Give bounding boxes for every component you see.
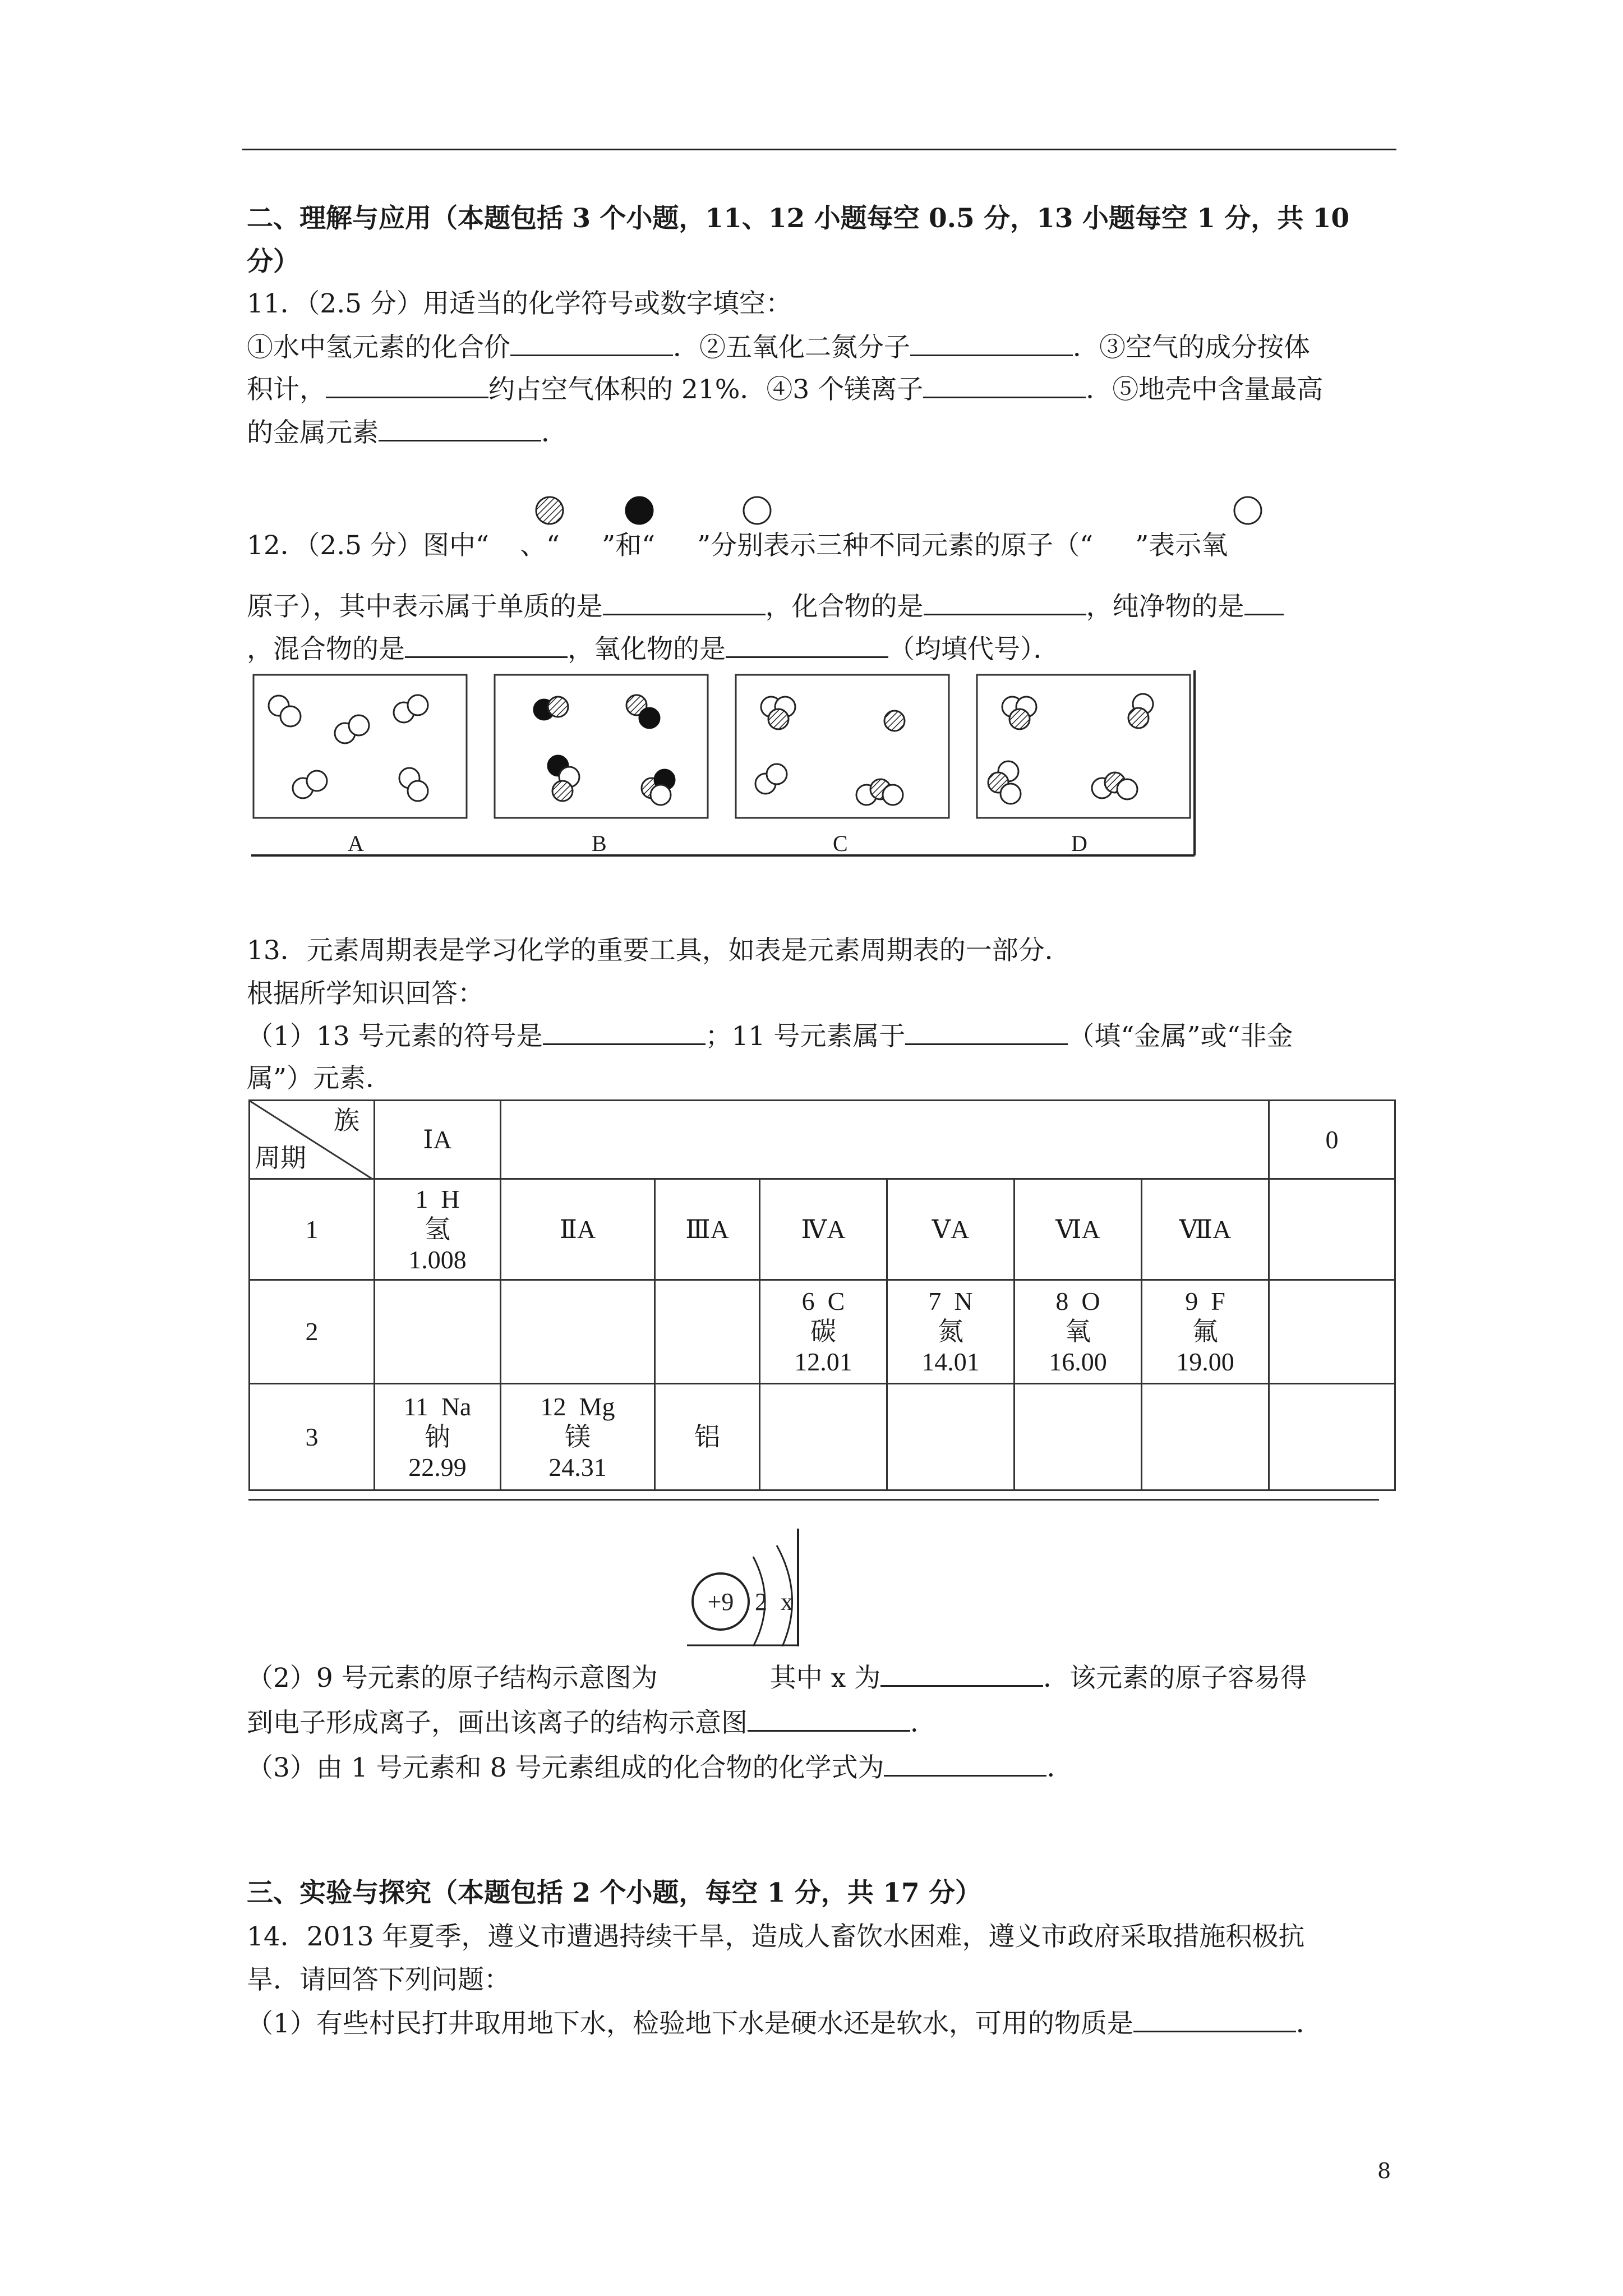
- q13-line7: （3）由 1 号元素和 8 号元素组成的化合物的化学式为 ．: [247, 1752, 1073, 1783]
- box-label-d: D: [1071, 831, 1087, 856]
- group-7a: ⅦA: [1142, 1179, 1269, 1280]
- group-1a: ⅠA: [375, 1101, 501, 1179]
- element-mg: 12 Mg 镁 24.31: [501, 1384, 655, 1490]
- q12-line1: 12．（2.5 分）图中“ 、“ ”和“ ”分别表示三种不同元素的原子（“ ”表示氧: [247, 530, 1228, 561]
- element-h: 1 H 氢 1.008: [375, 1179, 501, 1280]
- section3-heading: 三、实验与探究（本题包括 2 个小题，每空 1 分，共 17 分）: [247, 1878, 981, 1908]
- periodic-table: [248, 1099, 1396, 1491]
- group-5a: ⅤA: [887, 1179, 1015, 1280]
- q11-line3: 积计， 约占空气体积的 21%．④3 个镁离子 ．⑤地壳中含量最高: [247, 374, 1324, 405]
- atom-structure-diagram: [687, 1529, 810, 1646]
- group-2a: ⅡA: [501, 1179, 655, 1280]
- element-c: 6 C 碳 12.01: [760, 1280, 887, 1384]
- q13-line4: 属”）元素．: [247, 1063, 393, 1094]
- q13-line6: 到电子形成离子，画出该离子的结构示意图 ．: [247, 1708, 937, 1738]
- empty-cell: [655, 1280, 760, 1384]
- element-o: 8 O 氧 16.00: [1015, 1280, 1142, 1384]
- answer-blank[interactable]: [748, 1708, 910, 1732]
- q13-line5: （2）9 号元素的原子结构示意图为 其中 x 为 ．该元素的原子容易得: [247, 1663, 1307, 1694]
- box-label-c: C: [833, 831, 848, 856]
- q14-line3: （1）有些村民打井取用地下水，检验地下水是硬水还是软水，可用的物质是 ．: [247, 2008, 1322, 2039]
- empty-cell: [760, 1384, 887, 1490]
- period-header-label: 周期: [255, 1144, 306, 1172]
- corner-cell: [250, 1101, 375, 1179]
- answer-blank[interactable]: [603, 591, 766, 615]
- group-3a: ⅢA: [655, 1179, 760, 1280]
- element-al: 铝: [655, 1384, 760, 1490]
- q11-line4: 的金属元素 ．: [247, 417, 568, 448]
- empty-cell: [1142, 1384, 1269, 1490]
- q12-line3: ，混合物的是 ，氧化物的是 （均填代号）．: [247, 634, 1060, 665]
- empty-cell: [887, 1384, 1015, 1490]
- q14-line1: 14．2013 年夏季，遵义市遭遇持续干旱，造成人畜饮水困难，遵义市政府采取措施积极抗: [247, 1921, 1305, 1952]
- answer-blank[interactable]: [405, 634, 568, 658]
- header-rule: [242, 149, 1396, 150]
- empty-cell: [1269, 1384, 1395, 1490]
- q14-line2: 旱．请回答下列问题：: [247, 1964, 510, 1995]
- hatched-atom-icon: [533, 494, 566, 527]
- empty-cell: [1269, 1280, 1395, 1384]
- element-na: 11 Na 钠 22.99: [375, 1384, 501, 1490]
- box-b: [495, 675, 708, 818]
- nucleus-charge: +9: [707, 1588, 734, 1616]
- oxygen-atom-icon: [1231, 494, 1265, 527]
- section2-heading: 二、理解与应用（本题包括 3 个小题，11、12 小题每空 0.5 分，13 小题每空 1 分，共 10: [247, 203, 1350, 234]
- group-0: 0: [1269, 1101, 1395, 1179]
- q11-line2: ①水中氢元素的化合价 ．②五氧化二氮分子 ．③空气的成分按体: [247, 332, 1310, 363]
- page-number: 8: [1377, 2159, 1391, 2183]
- empty-cell: [501, 1280, 655, 1384]
- period-3: 3: [250, 1384, 375, 1490]
- answer-blank[interactable]: [880, 1663, 1043, 1687]
- box-label-a: A: [348, 831, 364, 856]
- group-header-spacer: [501, 1101, 1269, 1179]
- answer-blank[interactable]: [379, 417, 541, 441]
- period-1: 1: [250, 1179, 375, 1280]
- q13-line2: 根据所学知识回答：: [247, 978, 484, 1009]
- empty-cell: [1015, 1384, 1142, 1490]
- answer-blank[interactable]: [923, 374, 1086, 398]
- answer-blank[interactable]: [726, 634, 888, 658]
- period-2: 2: [250, 1280, 375, 1384]
- answer-blank[interactable]: [510, 332, 673, 356]
- q13-line3: （1）13 号元素的符号是 ；11 号元素属于 （填“金属”或“非金: [247, 1021, 1293, 1052]
- answer-blank[interactable]: [905, 1021, 1068, 1045]
- table-bottom-rule: [248, 1499, 1379, 1501]
- molecule-diagram: [247, 670, 1200, 861]
- answer-blank[interactable]: [543, 1021, 706, 1045]
- box-label-b: B: [592, 831, 607, 856]
- q12-line2: 原子），其中表示属于单质的是 ，化合物的是 ，纯净物的是: [247, 590, 1284, 624]
- group-6a: ⅥA: [1015, 1179, 1142, 1280]
- shell2-count: x: [781, 1588, 793, 1616]
- answer-blank[interactable]: [1244, 591, 1284, 615]
- element-f: 9 F 氟 19.00: [1142, 1280, 1269, 1384]
- section2-heading-cont: 分）: [247, 246, 299, 277]
- answer-blank[interactable]: [884, 1752, 1046, 1777]
- shell1-count: 2: [755, 1588, 767, 1616]
- answer-blank[interactable]: [326, 374, 488, 398]
- empty-cell: [375, 1280, 501, 1384]
- group-header-label: 族: [334, 1106, 359, 1135]
- box-c: [736, 675, 949, 818]
- box-d: [977, 675, 1190, 818]
- q11-title: 11．（2.5 分）用适当的化学符号或数字填空：: [247, 288, 792, 319]
- element-n: 7 N 氮 14.01: [887, 1280, 1015, 1384]
- empty-cell: [1269, 1179, 1395, 1280]
- black-atom-icon: [623, 494, 656, 527]
- answer-blank[interactable]: [910, 332, 1073, 356]
- box-a: [253, 675, 467, 818]
- group-4a: ⅣA: [760, 1179, 887, 1280]
- q13-title: 13．元素周期表是学习化学的重要工具，如表是元素周期表的一部分．: [247, 935, 1071, 966]
- white-atom-icon: [740, 494, 774, 527]
- answer-blank[interactable]: [1133, 2008, 1296, 2032]
- answer-blank[interactable]: [924, 591, 1086, 615]
